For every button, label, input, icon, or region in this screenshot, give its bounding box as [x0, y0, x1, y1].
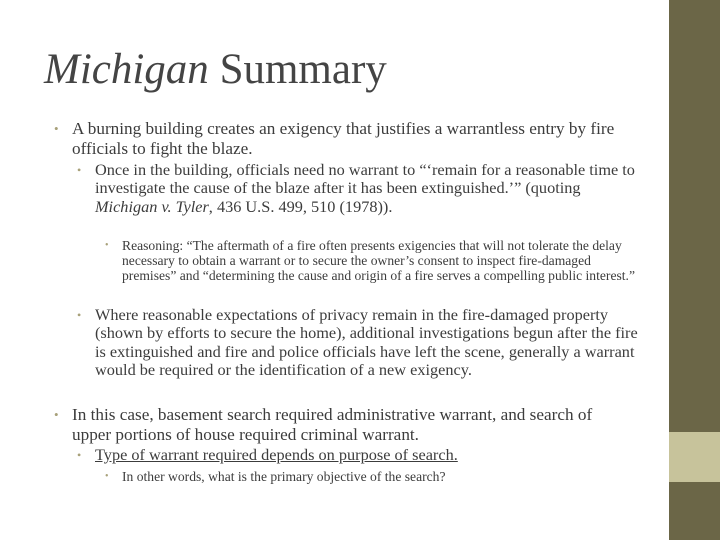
bullet-item-level3	[105, 238, 642, 284]
bullet-text: Type of warrant required depends on purpose of search.	[95, 445, 458, 464]
bullet-text: A burning building creates an exigency that justifies a warrantless entry by fire officials to fight the blaze.	[72, 119, 615, 158]
bullet-item-level2	[77, 160, 640, 216]
bullet-icon: •	[105, 471, 109, 482]
bullet-item-level1	[54, 119, 632, 158]
bullet-icon: •	[77, 448, 82, 462]
bullet-text: In this case, basement search required administrative warrant, and search of upper portions of house required criminal warrant.	[72, 405, 593, 444]
bullet-item-level2	[77, 305, 640, 380]
bullet-item-level1	[54, 405, 632, 444]
bullet-text: Reasoning: “The aftermath of a fire often presents exigencies that will not tolerate the delay necessary to obtain a warrant or to secure the owner’s consent to inspect fire-damaged premises” and “determining the cause and origin of a fire serves a compelling public interest.”	[122, 238, 635, 284]
bullet-icon: •	[54, 121, 59, 136]
bullet-text: In other words, what is the primary objective of the search?	[122, 469, 446, 484]
bullet-item-level2	[77, 445, 640, 464]
bullet-text: Once in the building, officials need no warrant to “‘remain for a reasonable time to investigate the cause of the blaze after it has been extinguished.’” (quoting	[95, 160, 635, 198]
case-name: Michigan v. Tyler	[95, 196, 209, 216]
bullet-item-level3	[105, 469, 642, 484]
bullet-text-after: , 436 U.S. 499, 510 (1978)).	[208, 196, 393, 216]
bullet-text: Where reasonable expectations of privacy remain in the fire-damaged property (shown by efforts to secure the home), additional investigations begun after the fire is extinguished and fire and police officials have left the scene, generally a warrant would be required or the identification of a new exigency.	[95, 305, 638, 380]
bullet-icon: •	[77, 308, 82, 322]
bullet-icon: •	[105, 240, 109, 251]
title-rest: Summary	[208, 46, 387, 93]
sidebar-accent-block	[669, 432, 720, 482]
bullet-icon: •	[54, 407, 59, 422]
title-italic: Michigan	[44, 46, 209, 93]
bullet-icon: •	[77, 163, 82, 177]
